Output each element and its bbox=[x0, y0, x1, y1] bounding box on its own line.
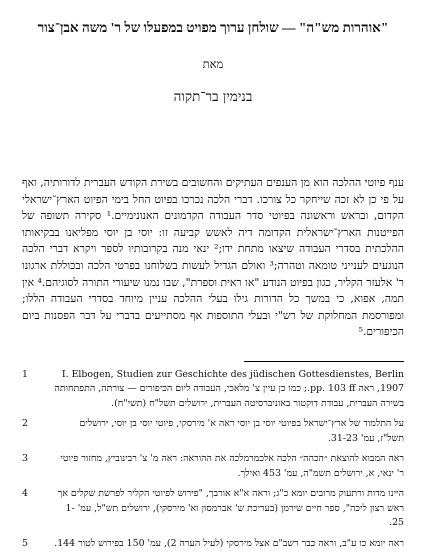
body-text bbox=[22, 175, 404, 341]
footnote-text: ראה יומא כו ע"ב, וראה כבר רשב"ם אצל מירסקי (לעיל הערה 2), עמ' 150 בפירוש לטור 144. bbox=[54, 537, 404, 549]
footnote-number: 1 bbox=[22, 368, 28, 380]
footnote-text: על התלמוד של ארץ־ישראל בפיוטי יוסי בן יוסי ראה א' מירסקי, פיוטי יוסי בן יוסי, ירושלים תשל"ז, עמ' 31-23. bbox=[79, 418, 404, 444]
footnote-number: 3 bbox=[22, 453, 28, 465]
footnote bbox=[22, 537, 404, 552]
paragraph: ענף פיוטי ההלכה הוא מן הענפים העתיקים והחשובים בשירת הקודש העברית לדורותיה, ואף על פי כן לא זכה שייחקר כל צורכו. דברי הלכה נכרכו בפיוט החל בימי הפיוט הארץ־ישראלי הקדום, ובראש וראשונה בפיוטי סדר העבודה הקדמונים האנונימיים.¹ סקירה תשופה של הפייטנות הארץ־ישראלית הקדומה דיה לאשש קביעה זו: יוסי בן יוסי מפליאנו בבקיאותו ההלכתית בסדרי העבודה שיצאו מתחת ידו;² ינאי מנה בקרובותיו לספר ויקרא דברי הלכה הנוגעים לענייני טומאה וטהרה;³ ואולם הגדיל לעשות בשלוחנו בפרטי הלכה ובכוללת ארגונו ר' אלעזר הקליר, כגון בפיוט הנודע "או ראית וספרת", שבו נמנו שיעורי התורה לסוגיהם.⁴ אין תמה, אפוא, כי במשך כל הדורות גילו בעלי ההלכה עניין מיוחד בסדרי העבודה הללו; ומפורסמת המחלוקת של רש"י ובעלי התוספות אף מסתייעים בדברי על דבר הפסנות ביום הכיפורים.⁵ bbox=[22, 176, 405, 339]
footnote-number: 5 bbox=[22, 537, 28, 549]
footnote-number: 4 bbox=[22, 488, 28, 500]
footnote-text: ראה המבוא להוצאת ״הכהה״ הלכה אלכמרמלכה את ההוראה: ראה מ' צ' רבינוביץ, מחזור פיוטי ר' ינאי, א, ירושלים תשמ"ה, עמ' 453 ואילך. bbox=[60, 453, 404, 479]
footnote-text: I. Elbogen, Studien zur Geschichte des jüdischen Gottesdienstes, Berlin 1907, ראה pp. 103 ff.; כמו כן עיין צ' מלאכי, העבודה ליום הכיפורים — צורתה, התפתחותה בשירה העברית, עבודת דוקטור באוניברסיטה העברית, ירושלים תשל"ח (תשי"ח). bbox=[54, 368, 404, 409]
article-title: "אוהרות מש"ה" — שולחן ערוך מפויט במפעלו של ר' משה אבן־צור bbox=[37, 20, 389, 35]
footnote bbox=[22, 417, 404, 446]
footnote bbox=[22, 487, 404, 531]
footnote-number: 2 bbox=[22, 418, 28, 430]
footnotes bbox=[22, 368, 404, 552]
footnote bbox=[22, 368, 404, 412]
footnote bbox=[22, 452, 404, 481]
author-name: בנימין בר־תקוה bbox=[173, 89, 253, 105]
byline-label: מאת bbox=[202, 57, 224, 71]
footnote-separator bbox=[244, 361, 404, 362]
footnote-text: היינו מדות ורתעוק מרובים יומא כ"ג; וראה א"א אורבך, "פירוש לפיוטי הקליר לפרשת שקלים אך ראש רצון ליכה", ספר חיים שירמן (בעריכת ש' אברמסון וא' מירסקי), ירושלים תש"ל, עמ' 1-25. bbox=[57, 488, 404, 529]
